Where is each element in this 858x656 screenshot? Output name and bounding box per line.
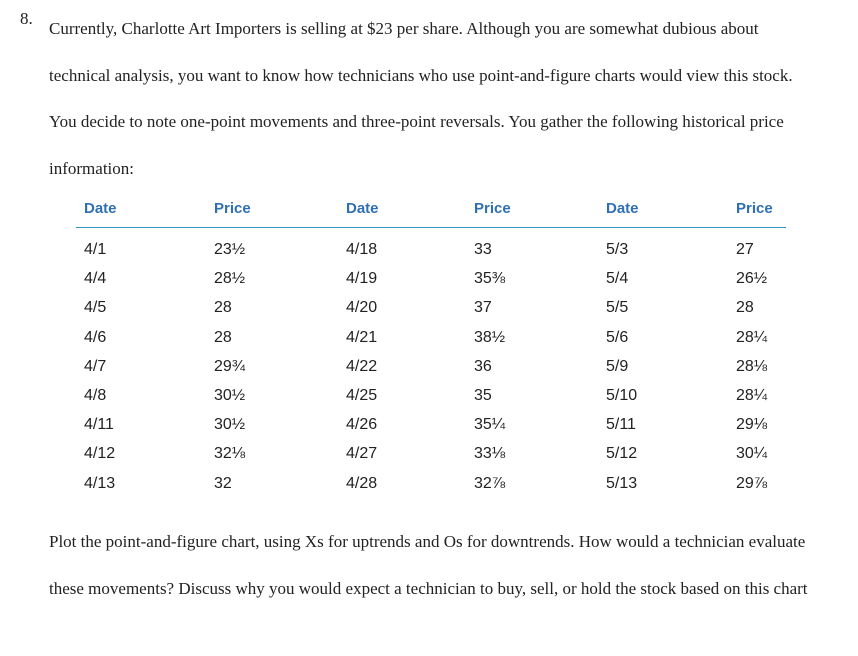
price-cell: 36 bbox=[474, 357, 492, 375]
price-cell: 29¾ bbox=[214, 357, 246, 375]
table-row bbox=[76, 265, 786, 294]
price-cell: 29⅞ bbox=[736, 474, 768, 492]
date-cell: 4/21 bbox=[346, 328, 378, 346]
price-cell: 28 bbox=[214, 328, 232, 346]
price-cell: 28½ bbox=[214, 270, 246, 288]
header-price-1: Price bbox=[214, 200, 251, 217]
date-cell: 4/22 bbox=[346, 357, 378, 375]
date-cell: 4/4 bbox=[84, 270, 107, 288]
date-cell: 4/7 bbox=[84, 357, 107, 375]
table-row bbox=[76, 353, 786, 382]
price-cell: 28⅛ bbox=[736, 357, 768, 375]
date-cell: 5/12 bbox=[606, 445, 638, 463]
price-cell: 27 bbox=[736, 241, 754, 258]
price-cell: 38½ bbox=[474, 328, 506, 346]
date-cell: 4/13 bbox=[84, 474, 116, 492]
question-number: 8. bbox=[20, 9, 33, 28]
date-cell: 5/4 bbox=[606, 270, 629, 288]
table-row bbox=[76, 382, 786, 411]
price-cell: 26½ bbox=[736, 270, 768, 288]
price-cell: 30½ bbox=[214, 386, 246, 404]
price-cell: 28 bbox=[736, 299, 754, 317]
table-body bbox=[76, 228, 786, 499]
date-cell: 5/3 bbox=[606, 241, 629, 258]
question-intro-text: Currently, Charlotte Art Importers is selling at $23 per share. Although you are somewhat dubious about technical analysis, you want to know how technicians who use point-and-figure charts would view this stock. You decide to note one-point movements and three-point reversals. You gather the following historical price information: bbox=[49, 19, 793, 178]
price-cell: 28¼ bbox=[736, 386, 768, 404]
date-cell: 4/5 bbox=[84, 299, 107, 317]
date-cell: 4/27 bbox=[346, 445, 378, 463]
date-cell: 4/19 bbox=[346, 270, 378, 288]
price-cell: 32⅞ bbox=[474, 474, 506, 492]
date-cell: 5/5 bbox=[606, 299, 629, 317]
table-header-row bbox=[76, 195, 786, 228]
date-cell: 4/6 bbox=[84, 328, 107, 346]
date-cell: 4/25 bbox=[346, 386, 378, 404]
header-date-3: Date bbox=[606, 200, 639, 217]
price-cell: 35⅜ bbox=[474, 270, 506, 288]
table-row bbox=[76, 411, 786, 440]
price-cell: 29⅛ bbox=[736, 416, 768, 434]
table-row bbox=[76, 440, 786, 469]
question-outro-text: Plot the point-and-figure chart, using Xs for uptrends and Os for downtrends. How would a technician evaluate these movements? Discuss why you would expect a technician to buy, sell, or hold the stock based on this chart bbox=[49, 532, 808, 598]
header-price-2: Price bbox=[474, 200, 511, 217]
header-date-1: Date bbox=[84, 200, 117, 217]
price-cell: 33⅛ bbox=[474, 445, 506, 463]
date-cell: 4/1 bbox=[84, 241, 107, 258]
date-cell: 4/8 bbox=[84, 386, 107, 404]
price-cell: 37 bbox=[474, 299, 492, 317]
date-cell: 5/10 bbox=[606, 386, 638, 404]
date-cell: 4/26 bbox=[346, 416, 378, 434]
price-cell: 28¼ bbox=[736, 328, 768, 346]
date-cell: 5/6 bbox=[606, 328, 629, 346]
date-cell: 4/12 bbox=[84, 445, 116, 463]
price-cell: 35¼ bbox=[474, 416, 506, 434]
date-cell: 4/11 bbox=[84, 416, 114, 434]
date-cell: 4/20 bbox=[346, 299, 378, 317]
price-cell: 23½ bbox=[214, 241, 246, 258]
price-cell: 30¼ bbox=[736, 445, 768, 463]
date-cell: 4/18 bbox=[346, 241, 378, 258]
price-cell: 30½ bbox=[214, 416, 246, 434]
price-history-table bbox=[76, 195, 786, 499]
date-cell: 4/28 bbox=[346, 474, 378, 492]
header-price-3: Price bbox=[736, 200, 773, 217]
price-cell: 35 bbox=[474, 386, 492, 404]
table-row bbox=[76, 324, 786, 353]
price-cell: 33 bbox=[474, 241, 492, 258]
price-cell: 28 bbox=[214, 299, 232, 317]
date-cell: 5/11 bbox=[606, 416, 636, 434]
table-row bbox=[76, 470, 786, 499]
table-row bbox=[76, 294, 786, 323]
price-cell: 32 bbox=[214, 474, 232, 492]
date-cell: 5/9 bbox=[606, 357, 629, 375]
price-cell: 32⅛ bbox=[214, 445, 246, 463]
header-date-2: Date bbox=[346, 200, 379, 217]
date-cell: 5/13 bbox=[606, 474, 638, 492]
table-row bbox=[76, 236, 786, 265]
